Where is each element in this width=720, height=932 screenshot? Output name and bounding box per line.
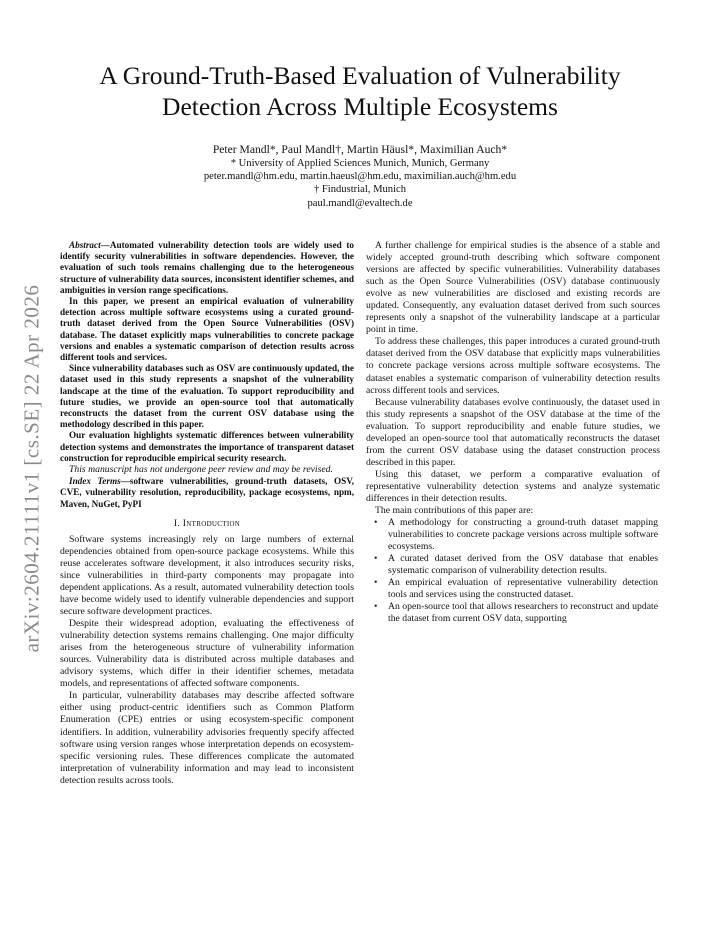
- intro-paragraph-3: In particular, vulnerability databases may describe affected software either using product-centric identifiers such as Common Platform Enumeration (CPE) entries or using ecosystem-specific component identifiers. In addition, vulnerability advisories frequently specify affected software using version ranges whose interpretation depends on ecosystem-specific versioning rules. These differences complicate the automated interpretation of vulnerability information and may lead to inconsistent detection results across tools.: [60, 690, 354, 786]
- abstract-paragraph-2: In this paper, we present an empirical evaluation of vulnerability detection across multiple software ecosystems using a curated ground-truth dataset derived from the Open Source Vulnerabilities (OSV) database. The dataset explicitly maps vulnerabilities to concrete package versions and enables a systematic comparison of detection results across different tools and services.: [60, 296, 354, 363]
- intro-paragraph-8: The main contributions of this paper are:: [375, 505, 534, 517]
- list-item: • An open-source tool that allows researchers to reconstruct and update the dataset from current OSV data, supporting: [374, 601, 658, 625]
- abstract-label: Abstract: [69, 240, 101, 250]
- intro-paragraph-5: To address these challenges, this paper introduces a curated ground-truth dataset derived from the OSV database that explicitly maps vulnerabilities to concrete package versions across multiple software ecosystems. The dataset enables a systematic comparison of vulnerability detection results across different tools and services.: [366, 336, 660, 396]
- abstract: [60, 240, 354, 464]
- abstract-paragraph-3: Since vulnerability databases such as OSV are continuously updated, the dataset used in this study represents a snapshot of the vulnerability landscape at the time of the evaluation. To support reproducibility and future studies, we provide an open-source tool that automatically reconstructs the dataset from the current OSV database using the methodology described in this paper.: [60, 363, 354, 430]
- bullet-icon: •: [374, 553, 378, 565]
- bullet-icon: •: [374, 517, 378, 529]
- index-terms: Index Terms—software vulnerabilities, ground-truth datasets, OSV, CVE, vulnerability resolution, reproducibility, package ecosystems, npm, Maven, NuGet, PyPI: [60, 476, 354, 509]
- section-heading-introduction: I. Introduction: [173, 517, 241, 529]
- right-column: [366, 240, 660, 626]
- manuscript-note: This manuscript has not undergone peer review and may be revised.: [69, 464, 333, 476]
- abstract-paragraph-4: Our evaluation highlights systematic differences between vulnerability detection systems and demonstrates the importance of transparent dataset construction for reproducible empirical security research.: [60, 430, 354, 463]
- abstract-dash: —: [100, 240, 110, 250]
- bullet-icon: •: [374, 577, 378, 589]
- author-emails-1: peter.mandl@hm.edu, martin.haeusl@hm.edu, maximilian.auch@hm.edu: [203, 171, 517, 183]
- affiliation-1: * University of Applied Sciences Munich, Munich, Germany: [230, 158, 490, 169]
- list-item: • A curated dataset derived from the OSV database that enables systematic comparison of vulnerability detection results.: [374, 553, 658, 577]
- affiliation-2: † Findustrial, Munich: [313, 184, 407, 196]
- author-block: [60, 142, 660, 210]
- list-item: • A methodology for constructing a ground-truth dataset mapping vulnerabilities to concrete package versions across multiple software ecosystems.: [374, 517, 658, 553]
- intro-paragraph-2: Despite their widespread adoption, evaluating the effectiveness of vulnerability detection systems remains challenging. One major difficulty arises from the heterogeneous structure of vulnerability information sources. Vulnerability data is distributed across multiple databases and advisory systems, which differ in their identifier schemes, metadata models, and representations of affected software components.: [60, 618, 354, 690]
- intro-paragraph-1: Software systems increasingly rely on large numbers of external dependencies obtained from open-source package ecosystems. While this reuse accelerates software development, it also introduces security risks, since vulnerabilities in third-party components may propagate into dependent applications. As a result, automated vulnerability detection tools have become widely used to identify vulnerable dependencies and support secure software development practices.: [60, 533, 354, 618]
- author-email-2: paul.mandl@evaltech.de: [307, 197, 413, 209]
- bullet-icon: •: [374, 601, 378, 613]
- intro-paragraph-7: Using this dataset, we perform a comparative evaluation of representative vulnerability detection systems and analyze systematic differences in their detection results.: [366, 468, 660, 504]
- arxiv-identifier: arXiv:2604.21111v1 [cs.SE] 22 Apr 2026: [19, 284, 44, 652]
- author-names: Peter Mandl*, Paul Mandl†, Martin Häusl*, Maximilian Auch*: [212, 143, 508, 156]
- list-item: • An empirical evaluation of representative vulnerability detection tools and services using the constructed dataset.: [374, 577, 658, 601]
- index-terms-label: Index Terms: [69, 476, 121, 487]
- abstract-paragraph-1: Abstract—Automated vulnerability detection tools are widely used to identify security vulnerabilities in software dependencies. However, the evaluation of such tools remains challenging due to the heterogeneous structure of vulnerability data sources, inconsistent identifier schemes, and ambiguities in version range specifications.: [60, 240, 354, 295]
- left-column: [60, 240, 354, 787]
- contribution-list: [366, 517, 660, 625]
- paper-title: A Ground-Truth-Based Evaluation of Vulnerability Detection Across Multiple Ecosystems: [99, 61, 621, 121]
- intro-paragraph-4: A further challenge for empirical studies is the absence of a stable and widely accepted ground-truth describing which software component versions are affected by specific vulnerabilities. Vulnerability databases such as the Open Source Vulnerabilities (OSV) database continuously evolve as new vulnerabilities are disclosed and existing records are updated. Consequently, any evaluation dataset derived from such sources represents only a snapshot of the vulnerability landscape at a particular point in time.: [366, 240, 660, 336]
- arxiv-sidebar: [14, 248, 50, 688]
- intro-paragraph-6: Because vulnerability databases evolve continuously, the dataset used in this study represents a snapshot of the OSV database at the time of the evaluation. To support reproducibility and enable future studies, we developed an open-source tool that automatically reconstructs the dataset from the current OSV database using the dataset construction process described in this paper.: [366, 396, 660, 468]
